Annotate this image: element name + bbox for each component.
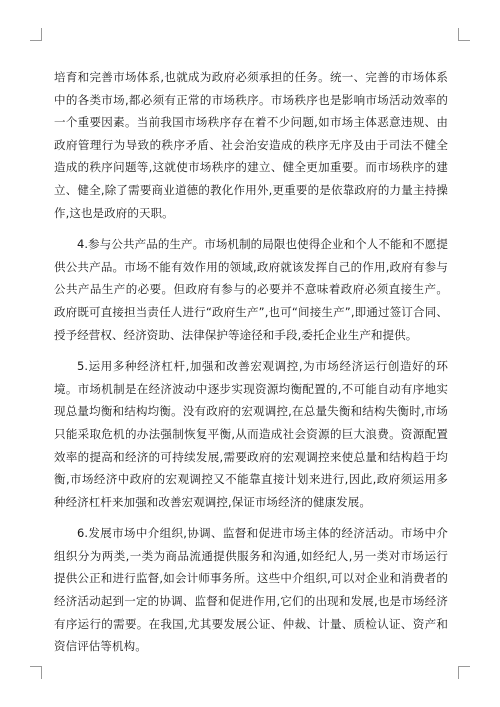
paragraph-item-4: 4.参与公共产品的生产。市场机制的局限也使得企业和个人不能和不愿提供公共产品。市场不能有效作用的领域,政府就该发挥自己的作用,政府有参与公共产品生产的必要。但政府有参与的必要并不意味着政府必须直接生产。政府既可直接担当责任人进行“政府生产”,也可“间接生产”,即通过签订合同、授予经营权、经济资助、法律保护等途径和手段,委托企业生产和提供。 xyxy=(54,237,448,342)
document-body xyxy=(54,66,448,667)
paragraph-continuation: 培育和完善市场体系,也就成为政府必须承担的任务。统一、完善的市场体系中的各类市场,都必须有正常的市场秩序。市场秩序也是影响市场活动效率的一个重要因素。当前我国市场秩序存在着不少问题,如市场主体恶意违规、由政府管理行为导致的秩序矛盾、社会治安造成的秩序无序及由于司法不健全造成的秩序问题等,这就使市场秩序的建立、健全更加重要。而市场秩序的建立、健全,除了需要商业道德的教化作用外,更重要的是依靠政府的力量主持操作,这也是政府的天职。 xyxy=(54,70,448,220)
paragraph-item-5: 5.运用多种经济杠杆,加强和改善宏观调控,为市场经济运行创造好的环境。市场机制是在经济波动中逐步实现资源均衡配置的,不可能自动有序地实现总量均衡和结构均衡。没有政府的宏观调控,在总量失衡和结构失衡时,市场只能采取危机的办法强制恢复平衡,从而造成社会资源的巨大浪费。资源配置效率的提高和经济的可持续发展,需要政府的宏观调控来使总量和结构趋于均衡,市场经济中政府的宏观调控又不能靠直接计划来进行,因此,政府须运用多种经济杠杆来加强和改善宏观调控,保证市场经济的健康发展。 xyxy=(54,359,448,509)
paragraph-item-6: 6.发展市场中介组织,协调、监督和促进市场主体的经济活动。市场中介组织分为两类,一类为商品流通提供服务和沟通,如经纪人,另一类对市场运行提供公正和进行监督,如会计师事务所。这些中介组织,可以对企业和消费者的经济活动起到一定的协调、监督和促进作用,它们的出现和发展,也是市场经济有序运行的需要。在我国,尤其要发展公证、仲裁、计量、质检认证、资产和资信评估等机构。 xyxy=(54,526,448,654)
